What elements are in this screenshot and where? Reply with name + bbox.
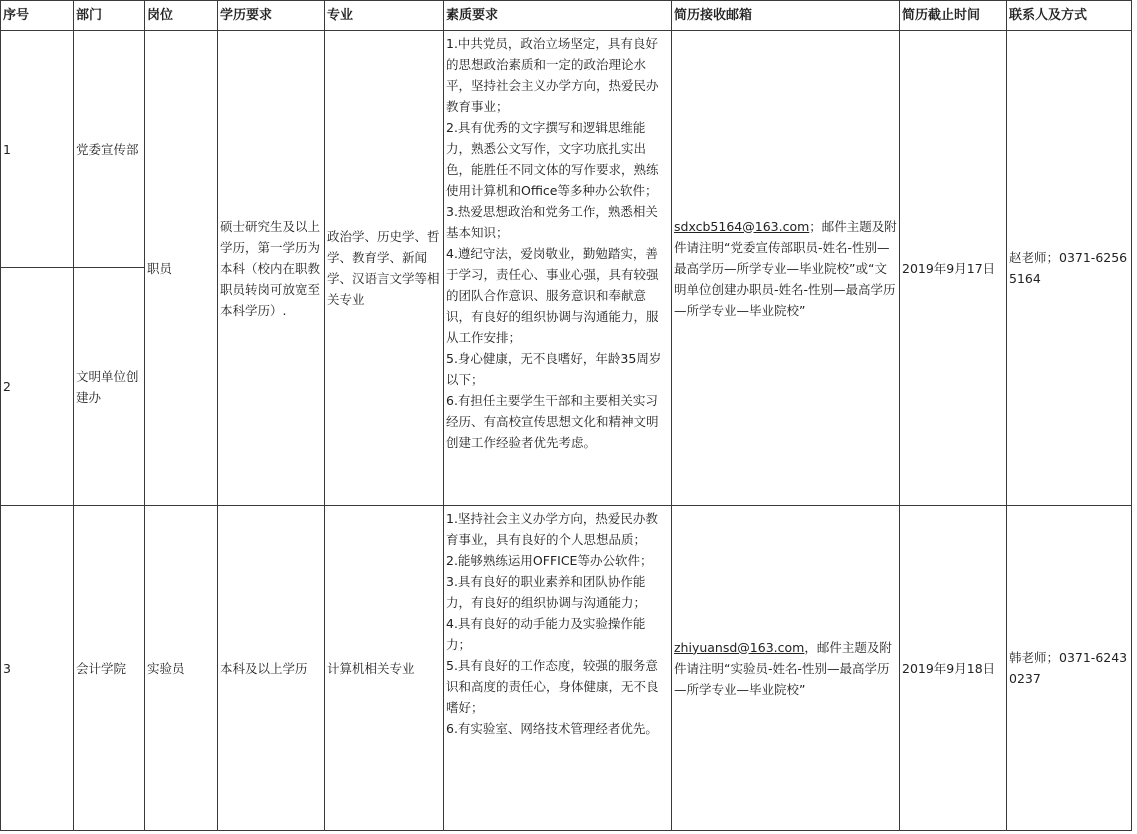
- email-cell: [672, 31, 900, 506]
- header-dept: 部门: [74, 1, 145, 31]
- quality-item: 1.坚持社会主义办学方向，热爱民办教育事业，具有良好的个人思想品质；: [446, 511, 658, 547]
- row-no: 1: [1, 31, 74, 268]
- deadline-cell: 2019年9月17日: [900, 31, 1007, 506]
- deadline-cell: 2019年9月18日: [900, 506, 1007, 831]
- row-dept: 会计学院: [74, 506, 145, 831]
- header-contact: 联系人及方式: [1007, 1, 1132, 31]
- email-link[interactable]: zhiyuansd@163.com: [674, 639, 805, 655]
- quality-item: 5.具有良好的工作态度，较强的服务意识和高度的责任心，身体健康，无不良嗜好；: [446, 658, 659, 715]
- row-dept: 党委宣传部: [74, 31, 145, 268]
- header-row: [1, 1, 1132, 31]
- header-deadline: 简历截止时间: [900, 1, 1007, 31]
- header-position: 岗位: [145, 1, 218, 31]
- email-cell: [672, 506, 900, 831]
- quality-item: 2.具有优秀的文字撰写和逻辑思维能力，熟悉公文写作，文字功底扎实出色，能胜任不同文体的写作要求，熟练使用计算机和Office等多种办公软件；: [446, 120, 659, 198]
- quality-item: 6.有担任主要学生干部和主要相关实习经历、有高校宣传思想文化和精神文明创建工作经验者优先考虑。: [446, 393, 659, 450]
- row-no: 3: [1, 506, 74, 831]
- header-no: 序号: [1, 1, 74, 31]
- major-cell: 政治学、历史学、哲学、教育学、新闻学、汉语言文学等相关专业: [325, 31, 444, 506]
- email-note: ，邮件主题及附件请注明“实验员-姓名-性别—最高学历—所学专业—毕业院校”: [674, 639, 892, 697]
- quality-item: 3.具有良好的职业素养和团队协作能力，有良好的组织协调与沟通能力；: [446, 574, 647, 610]
- header-qualities: 素质要求: [444, 1, 672, 31]
- qualities-cell: [444, 31, 672, 506]
- email-link[interactable]: sdxcb5164@163.com: [674, 218, 810, 234]
- position-cell: 实验员: [145, 506, 218, 831]
- quality-item: 3.热爱思想政治和党务工作，熟悉相关基本知识；: [446, 204, 658, 240]
- header-education: 学历要求: [218, 1, 325, 31]
- position-cell: 职员: [145, 31, 218, 506]
- row-dept: 文明单位创建办: [74, 268, 145, 506]
- qualities-cell: [444, 506, 672, 831]
- education-cell: 硕士研究生及以上学历，第一学历为本科（校内在职教职员转岗可放宽至本科学历）.: [218, 31, 325, 506]
- education-cell: 本科及以上学历: [218, 506, 325, 831]
- major-cell: 计算机相关专业: [325, 506, 444, 831]
- contact-cell: 韩老师；0371-62430237: [1007, 506, 1132, 831]
- row-no: 2: [1, 268, 74, 506]
- header-email: 简历接收邮箱: [672, 1, 900, 31]
- contact-cell: 赵老师；0371-62565164: [1007, 31, 1132, 506]
- table-row: [1, 31, 1132, 268]
- email-note: ；邮件主题及附件请注明“党委宣传部职员-姓名-性别—最高学历—所学专业—毕业院校”或“文明单位创建办职员-姓名-性别—最高学历—所学专业—毕业院校”: [674, 218, 897, 318]
- quality-item: 2.能够熟练运用OFFICE等办公软件；: [446, 553, 653, 568]
- header-major: 专业: [325, 1, 444, 31]
- quality-item: 5.身心健康，无不良嗜好，年龄35周岁以下；: [446, 351, 662, 387]
- quality-item: 1.中共党员，政治立场坚定，具有良好的思想政治素质和一定的政治理论水平，坚持社会主义办学方向，热爱民办教育事业；: [446, 36, 659, 114]
- quality-item: 4.具有良好的动手能力及实验操作能力；: [446, 616, 646, 652]
- quality-item: 4.遵纪守法，爱岗敬业，勤勉踏实，善于学习，责任心、事业心强，具有较强的团队合作意识、服务意识和奉献意识，有良好的组织协调与沟通能力，服从工作安排；: [446, 246, 659, 345]
- table-row: [1, 506, 1132, 831]
- quality-item: 6.有实验室、网络技术管理经者优先。: [446, 721, 658, 736]
